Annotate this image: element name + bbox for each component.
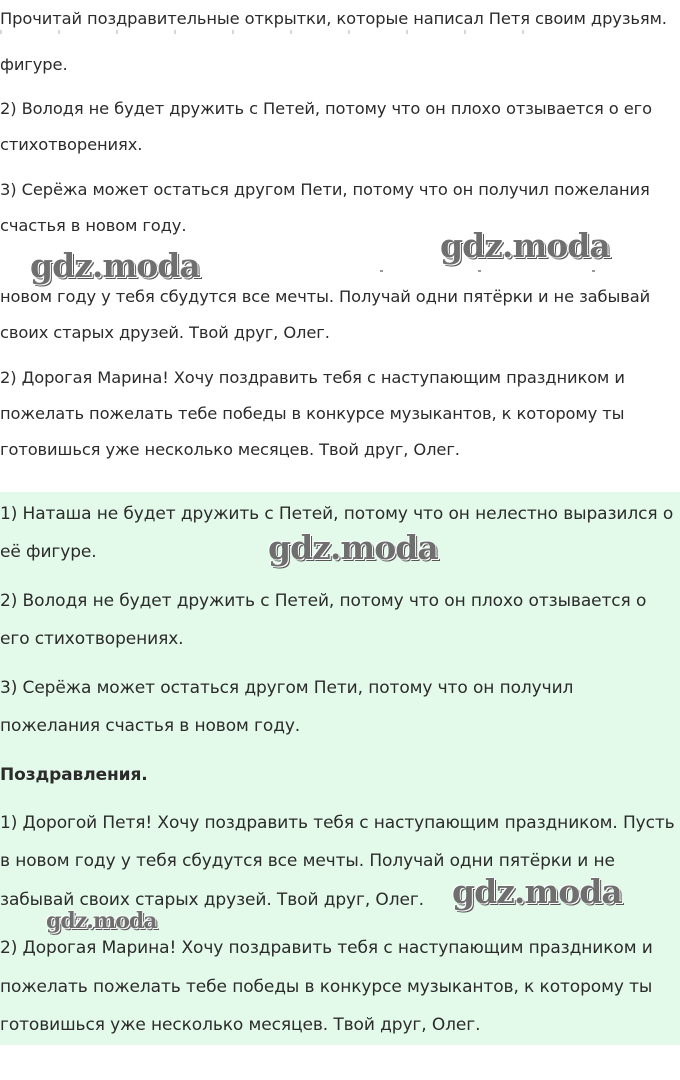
watermark-logo: gdz.moda [46,908,157,934]
text-line: 2) Володя не будет дружить с Петей, потому что он плохо отзывается о его [0,99,652,118]
answer-line: в новом году у тебя сбудутся все мечты. Получай одни пятёрки и не [0,851,615,871]
answer-line: готовишься уже несколько месяцев. Твой друг, Олег. [0,1015,481,1035]
cropped-glyph [478,270,481,272]
answer-line: 1) Дорогой Петя! Хочу поздравить тебя с наступающим праздником. Пусть [0,813,675,833]
cropped-glyph [380,270,383,272]
text-line: новом году у тебя сбудутся все мечты. Получай одни пятёрки и не забывай [0,287,651,306]
answer-line: забывай своих старых друзей. Твой друг, Олег. [0,890,424,910]
answer-line: её фигуре. [0,542,97,562]
text-line: 2) Дорогая Марина! Хочу поздравить тебя с наступающим праздником и [0,368,625,387]
answer-line: его стихотворениях. [0,629,184,649]
answer-line: 2) Володя не будет дружить с Петей, потому что он плохо отзывается о [0,591,647,611]
answer-line: пожелания счастья в новом году. [0,716,301,736]
cropped-glyph [592,270,595,272]
watermark-logo: gdz.moda [30,246,200,285]
text-line: фигуре. [0,55,68,74]
watermark-logo: gdz.moda [452,872,622,911]
answer-line: пожелать пожелать тебе победы в конкурсе музыкантов, к которому ты [0,977,653,997]
answer-line: 2) Дорогая Марина! Хочу поздравить тебя с наступающим праздником и [0,938,653,958]
answer-line: 3) Серёжа может остаться другом Пети, потому что он получил [0,678,574,698]
watermark-logo: gdz.moda [268,528,438,567]
text-line: стихотворениях. [0,135,143,154]
text-line: готовишься уже несколько месяцев. Твой друг, Олег. [0,440,460,459]
text-line: пожелать пожелать тебе победы в конкурсе музыкантов, к которому ты [0,404,625,423]
watermark-logo: gdz.moda [440,226,610,265]
text-line: своих старых друзей. Твой друг, Олег. [0,323,330,342]
answer-line: 1) Наташа не будет дружить с Петей, потому что он нелестно выразился о [0,504,674,524]
text-line: счастья в новом году. [0,216,187,235]
text-line: Прочитай поздравительные открытки, которые написал Петя своим друзьям. [0,9,667,28]
text-line: 3) Серёжа может остаться другом Пети, потому что он получил пожелания [0,180,650,199]
answer-block [0,492,680,1045]
cropped-line-fragment [0,30,560,34]
section-heading: Поздравления. [0,765,148,785]
task-text-block [0,0,680,480]
